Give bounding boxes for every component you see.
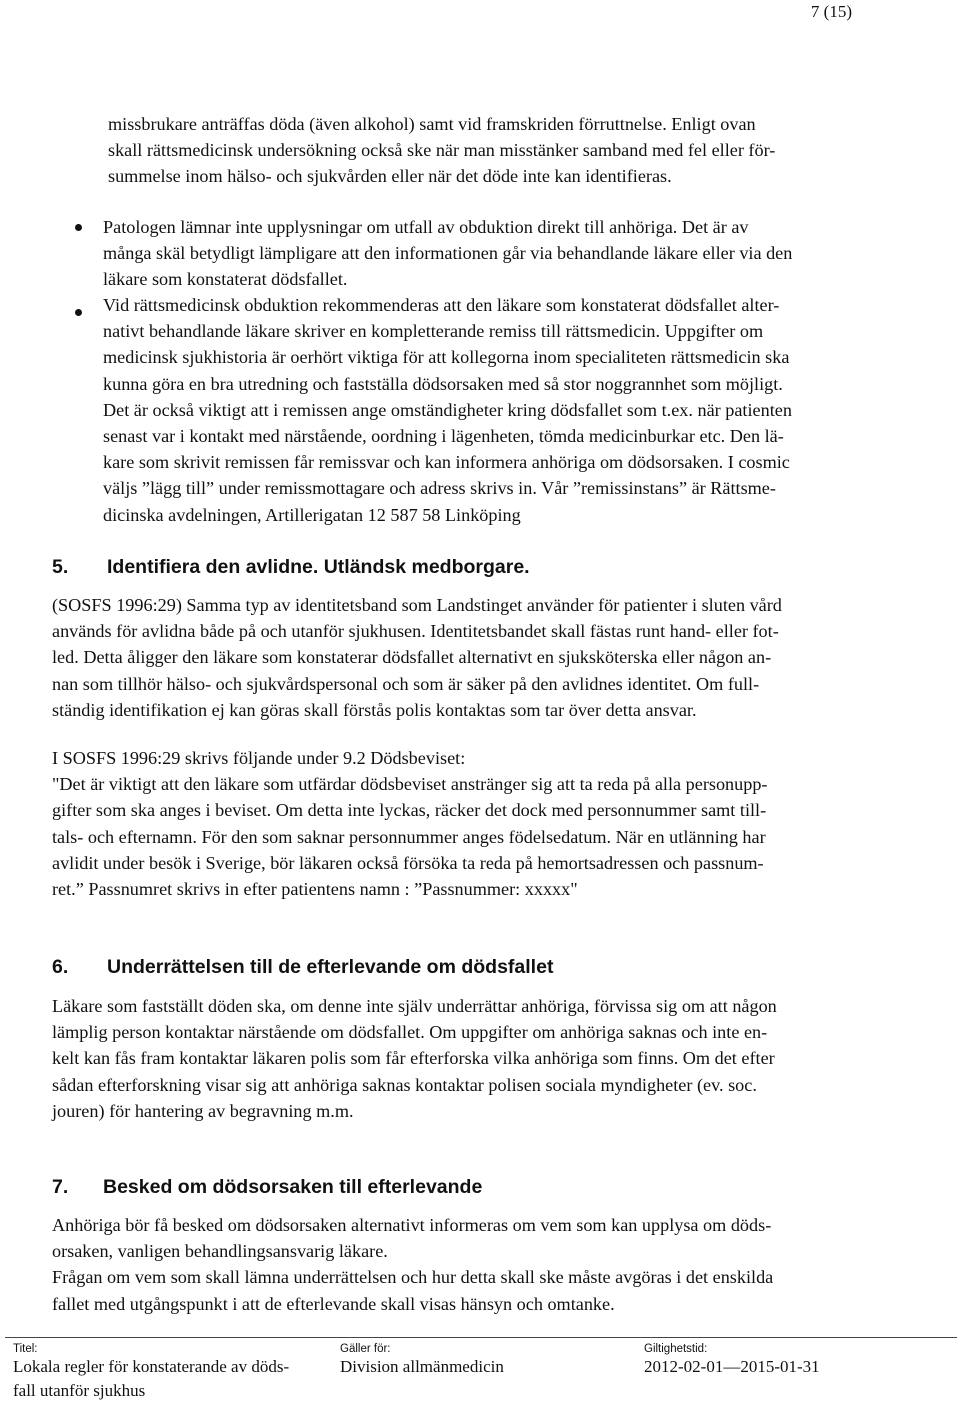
bullet-line: kunna göra en bra utredning och fastställa dödsorsaken med så stor noggrannhet som möjligt.: [103, 373, 783, 394]
paragraph-line: led. Detta åligger den läkare som konstaterar dödsfallet alternativt en sjuksköterska eller någon an-: [52, 647, 772, 668]
bullet-item: [103, 292, 792, 528]
section-title: Besked om dödsorsaken till efterlevande: [103, 1176, 483, 1198]
section-heading: [52, 556, 530, 579]
bullet-icon: [75, 224, 82, 231]
paragraph-line: ret.” Passnumret skrivs in efter patientens namn : ”Passnummer: xxxxx": [52, 879, 578, 900]
bullet-icon: [75, 309, 82, 316]
paragraph-line: fallet med utgångspunkt i att de efterlevande skall visas hänsyn och omtanke.: [52, 1293, 615, 1314]
bullet-line: många skäl betydligt lämpligare att den informationen går via behandlande läkare eller via den: [103, 243, 793, 264]
section-number: 7.: [52, 1176, 69, 1198]
paragraph-line: Anhöriga bör få besked om dödsorsaken alternativt informeras om vem som kan upplysa om döds-: [52, 1215, 772, 1235]
footer-title-value: fall utanför sjukhus: [13, 1381, 146, 1400]
footer-applies-label: Gäller för:: [340, 1343, 391, 1355]
bullet-line: nativt behandlande läkare skriver en kompletterande remiss till rättsmedicin. Uppgifter om: [103, 321, 764, 342]
paragraph-line: orsaken, vanligen behandlingsansvarig läkare.: [52, 1241, 388, 1262]
bullet-line: kare som skrivit remissen får remissvar och kan informera anhöriga om dödsorsaken. I cosmic: [103, 452, 790, 473]
paragraph-line: avlidit under besök i Sverige, bör läkaren också försöka ta reda på hemortsadressen och passnum-: [52, 852, 764, 873]
bullet-line: läkare som konstaterat dödsfallet.: [103, 269, 348, 290]
paragraph-line: (SOSFS 1996:29) Samma typ av identitetsband som Landstinget använder för patienter i sluten vård: [52, 595, 782, 615]
section-heading: [52, 956, 553, 979]
section-paragraph: [52, 745, 767, 902]
bullet-line: medicinsk sjukhistoria är oerhört viktiga för att kollegorna inom specialiteten rättsmedicin ska: [103, 347, 790, 368]
bullet-line: senast var i kontakt med närstående, oordning i lägenheten, tömda medicinburkar etc. Den lä-: [103, 426, 784, 447]
section-paragraph: [52, 592, 782, 723]
section-number: 5.: [52, 556, 69, 578]
section-title: Identifiera den avlidne. Utländsk medborgare.: [107, 556, 530, 578]
footer-divider: [5, 1337, 957, 1338]
paragraph-line: Frågan om vem som skall lämna underrättelsen och hur detta skall ske måste avgöras i det enskilda: [52, 1267, 774, 1288]
paragraph-line: "Det är viktigt att den läkare som utfärdar dödsbeviset anstränger sig att ta reda på alla personupp-: [52, 774, 768, 795]
paragraph-line: jouren) för hantering av begravning m.m.: [52, 1100, 354, 1121]
footer-title-value: Lokala regler för konstaterande av döds-: [13, 1357, 290, 1376]
section-paragraph: [52, 1212, 773, 1317]
paragraph-line: ständig identifikation ej kan göras skall förstås polis kontaktas som tar över detta ansvar.: [52, 699, 697, 720]
footer-title-label: Titel:: [13, 1343, 38, 1355]
intro-line: skall rättsmedicinsk undersökning också ske när man misstänker samband med fel eller för-: [108, 140, 776, 161]
paragraph-line: används för avlidna både på och utanför sjukhusen. Identitetsbandet skall fästas runt hand- eller fot-: [52, 621, 779, 642]
bullet-line: Det är också viktigt att i remissen ange omständigheter kring dödsfallet som t.ex. när patienten: [103, 399, 792, 420]
paragraph-line: I SOSFS 1996:29 skrivs följande under 9.2 Dödsbeviset:: [52, 748, 466, 768]
footer-validity-value: 2012-02-01––2015-01-31: [644, 1357, 820, 1376]
footer-validity-label: Giltighetstid:: [644, 1343, 708, 1355]
bullet-line: väljs ”lägg till” under remissmottagare och adress skrivs in. Vår ”remissinstans” är Rättsme-: [103, 478, 776, 499]
page-number: 7 (15): [810, 2, 852, 21]
paragraph-line: lämplig person kontaktar närstående om dödsfallet. Om uppgifter om anhöriga saknas och inte en-: [52, 1022, 768, 1043]
intro-line: summelse inom hälso- och sjukvården eller när det döde inte kan identifieras.: [108, 166, 672, 187]
bullet-line: dicinska avdelningen, Artillerigatan 12 587 58 Linköping: [103, 504, 521, 525]
footer-applies: [340, 1343, 504, 1379]
paragraph-line: Läkare som fastställt döden ska, om denne inte själv underrättar anhöriga, förvissa sig om att någon: [52, 996, 777, 1016]
intro-line: missbrukare anträffas döda (även alkohol) samt vid framskriden förruttnelse. Enligt ovan: [108, 114, 756, 134]
bullet-line: Patologen lämnar inte upplysningar om utfall av obduktion direkt till anhöriga. Det är av: [103, 217, 749, 237]
paragraph-line: tals- och efternamn. För den som saknar personnummer anges födelsedatum. När en utlänning har: [52, 826, 766, 847]
paragraph-line: kelt kan fås fram kontaktar läkaren polis som får efterforska vilka anhöriga som finns. Om det efter: [52, 1048, 775, 1069]
paragraph-line: sådan efterforskning visar sig att anhöriga saknas kontaktar polisen sociala myndigheter (ev. soc.: [52, 1074, 757, 1095]
footer-applies-value: Division allmänmedicin: [340, 1357, 504, 1376]
section-paragraph: [52, 993, 777, 1124]
section-title: Underrättelsen till de efterlevande om dödsfallet: [107, 956, 554, 978]
footer-title: [13, 1343, 289, 1403]
bullet-item: [103, 214, 792, 293]
bullet-line: Vid rättsmedicinsk obduktion rekommenderas att den läkare som konstaterat dödsfallet alter-: [103, 295, 780, 315]
section-heading: [52, 1176, 482, 1199]
paragraph-line: nan som tillhör hälso- och sjukvårdspersonal och som är säker på den avlidnes identitet. Om full-: [52, 673, 760, 694]
footer-validity: [644, 1343, 820, 1379]
intro-paragraph: [108, 111, 775, 190]
paragraph-line: gifter som ska anges i beviset. Om detta inte lyckas, räcker det dock med personnummer samt till-: [52, 800, 767, 821]
section-number: 6.: [52, 956, 69, 978]
